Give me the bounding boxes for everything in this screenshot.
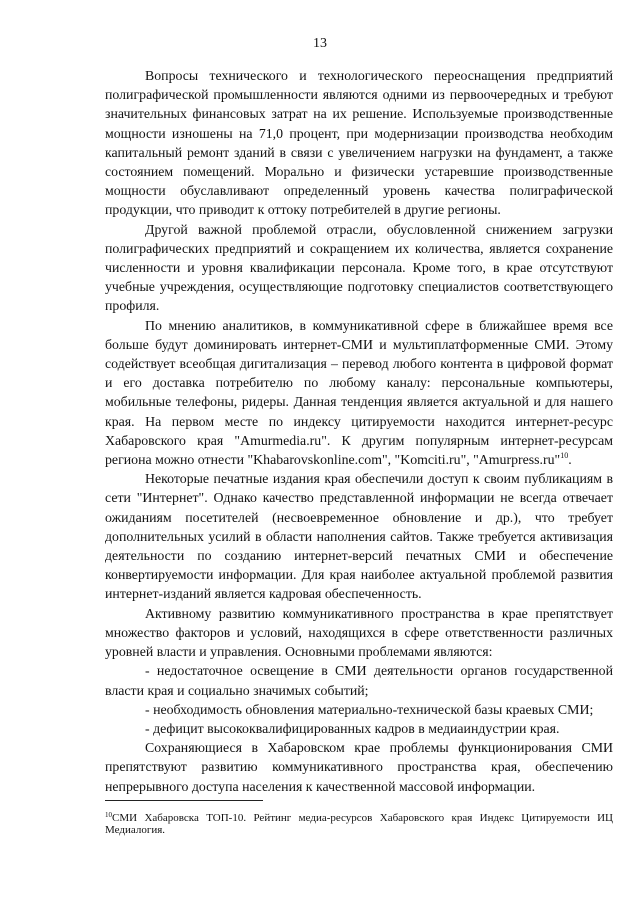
paragraph-4: Некоторые печатные издания края обеспечили доступ к своим публикациям в сети "Интернет". Однако качество представленной информации не всегда отвечает ожиданиям посетителей (несвоевременное обновление и др.), что требует дополнительных усилий в области наполнения сайтов. Также требуется активизация деятельности по созданию интернет-версий печатных СМИ и обеспечение конвертируемости информации. Для края наиболее актуальной проблемой развития интернет-изданий является кадровая обеспеченность.	[105, 471, 613, 602]
list-item-2: - необходимость обновления материально-технической базы краевых СМИ;	[145, 701, 594, 717]
footnote-reference[interactable]: 10	[560, 451, 569, 461]
paragraph-3-text: По мнению аналитиков, в коммуникативной сфере в ближайшее время все больше будут доминировать интернет-СМИ и мультиплатформенные СМИ. Этому содействует всеобщая дигитализация – перевод любого контента в цифровой формат и его доставка потребителю по любому каналу: персональные компьютеры, мобильные телефоны, ридеры. Данная тенденция является актуальной и для нашего края. На первом месте по индексу цитируемости находится интернет-ресурс Хабаровского края "Amurmedia.ru". К другим популярным интернет-ресурсам региона можно отнести "Khabarovskonline.com", "Komciti.ru", "Amurpress.ru"	[105, 317, 613, 468]
list-item-3: - дефицит высококвалифицированных кадров в медиаиндустрии края.	[145, 720, 560, 736]
footnote-number: 10	[105, 811, 112, 819]
paragraph-3-end: .	[568, 452, 572, 468]
paragraph-1: Вопросы технического и технологического переоснащения предприятий полиграфической промышленности являются одними из первоочередных и требуют значительных финансовых затрат на их решение. Используемые производственные мощности изношены на 71,0 процент, при модернизации производства необходим капитальный ремонт зданий в связи с увеличением нагрузки на фундамент, а также состоянием помещений. Морально и физически устаревшие производственные мощности обуславливают определенный уровень качества полиграфической продукции, что приводит к оттоку потребителей в другие регионы.	[105, 68, 613, 218]
footnote-text: СМИ Хабаровска ТОП-10. Рейтинг медиа-ресурсов Хабаровского края Индекс Цитируемости ИЦ Медиалогия.	[105, 812, 613, 836]
paragraph-3	[105, 316, 613, 470]
footnote	[105, 812, 613, 836]
footnote-divider	[105, 800, 263, 801]
closing-paragraph: Сохраняющиеся в Хабаровском крае проблемы функционирования СМИ препятствуют развитию коммуникативного пространства края, обеспечению непрерывного доступа населения к качественной массовой информации.	[105, 740, 613, 794]
body-text	[105, 66, 613, 796]
paragraph-5: Активному развитию коммуникативного пространства в крае препятствует множество факторов и условий, находящихся в сфере ответственности различных уровней власти и управления. Основными проблемами являются:	[105, 605, 613, 660]
paragraph-2: Другой важной проблемой отрасли, обусловленной снижением загрузки полиграфических предприятий и сокращением их количества, является сохранение численности и уровня квалификации персонала. Кроме того, в крае отсутствуют учебные учреждения, осуществляющие подготовку специалистов соответствующего профиля.	[105, 221, 613, 314]
list-item-1: - недостаточное освещение в СМИ деятельности органов государственной власти края и социально значимых событий;	[105, 663, 613, 698]
page-number: 13	[313, 36, 327, 51]
